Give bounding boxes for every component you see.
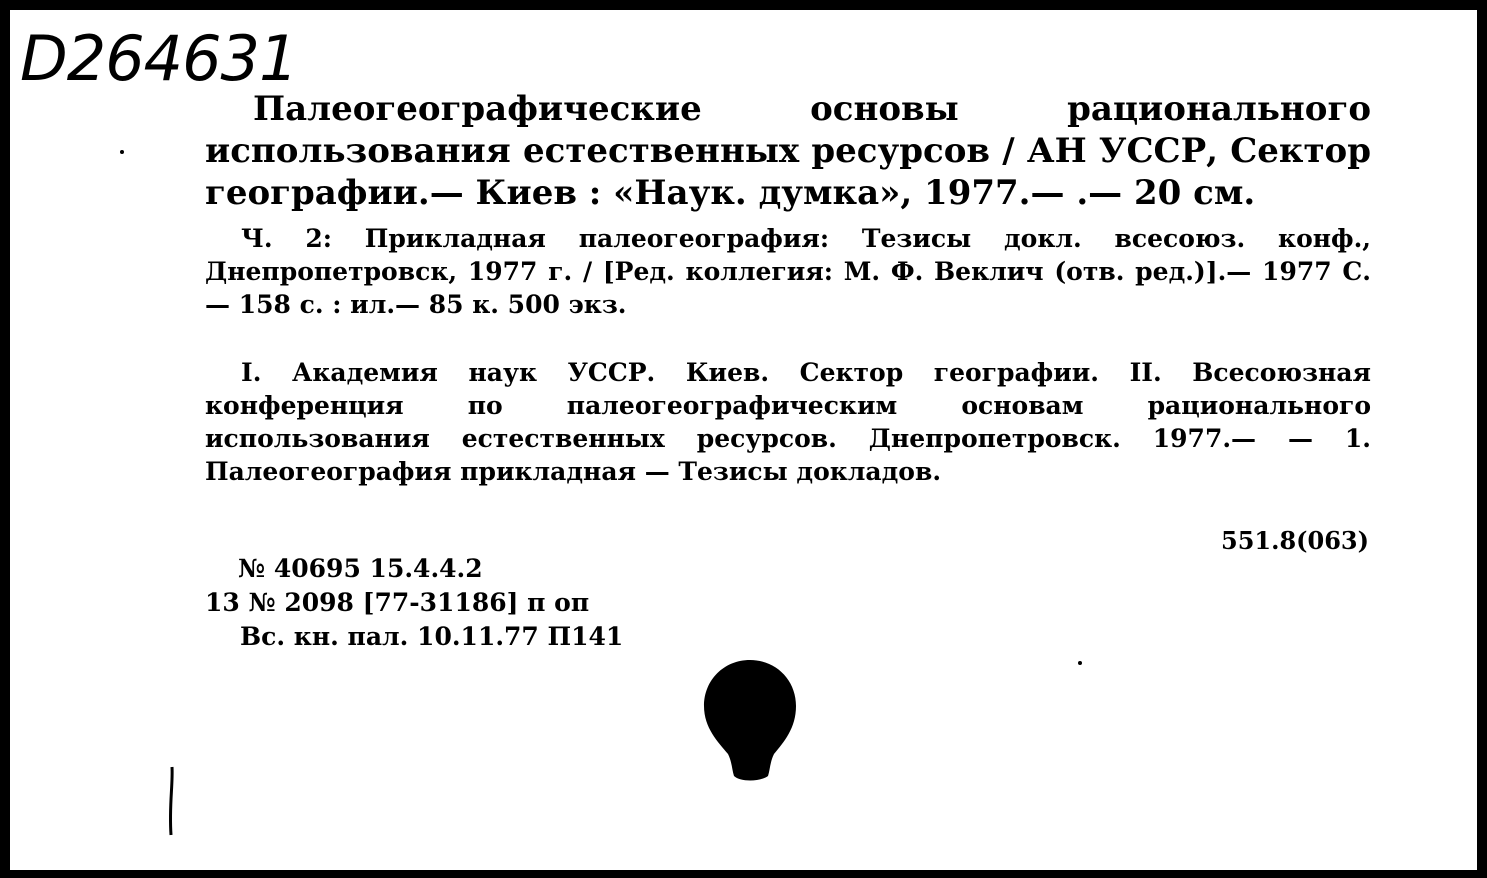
footer-line-1: № 40695 15.4.4.2 (238, 554, 483, 583)
ink-dot (120, 150, 124, 154)
footer-line-3: Вс. кн. пал. 10.11.77 П141 (240, 622, 624, 651)
title-paragraph (205, 88, 1371, 214)
title-rest: основы рационального использования естественных ресурсов / АН УССР, Сектор географии.— Киев : «Наук. думка», 1977.— .— 20 см. (205, 89, 1371, 213)
pencil-mark (163, 765, 179, 837)
ink-dot (1078, 661, 1082, 665)
footer-line-2: 13 № 2098 [77-31186] п оп (205, 588, 590, 617)
card-border-bottom (0, 870, 1487, 878)
card-border-top (0, 0, 1487, 10)
title-heading: Палеогеографические (253, 89, 702, 129)
punch-hole (702, 658, 798, 784)
subjects-paragraph: I. Академия наук УССР. Киев. Сектор географии. II. Всесоюзная конференция по палеогеографическим основам рационального использования естественных ресурсов. Днепропетровск. 1977.— — 1. Палеогеография прикладная — Тезисы докладов. (205, 358, 1371, 486)
part-paragraph: Ч. 2: Прикладная палеогеография: Тезисы докл. всесоюз. конф., Днепропетровск, 1977 г. / [Ред. коллегия: М. Ф. Веклич (отв. ред.)].— 1977 С.— 158 с. : ил.— 85 к. 500 экз. (205, 224, 1371, 319)
accession-number: D264631 (20, 22, 298, 95)
card-border-right (1477, 0, 1487, 878)
udc-code: 551.8(063) (1221, 526, 1369, 555)
card-border-left (0, 0, 10, 878)
